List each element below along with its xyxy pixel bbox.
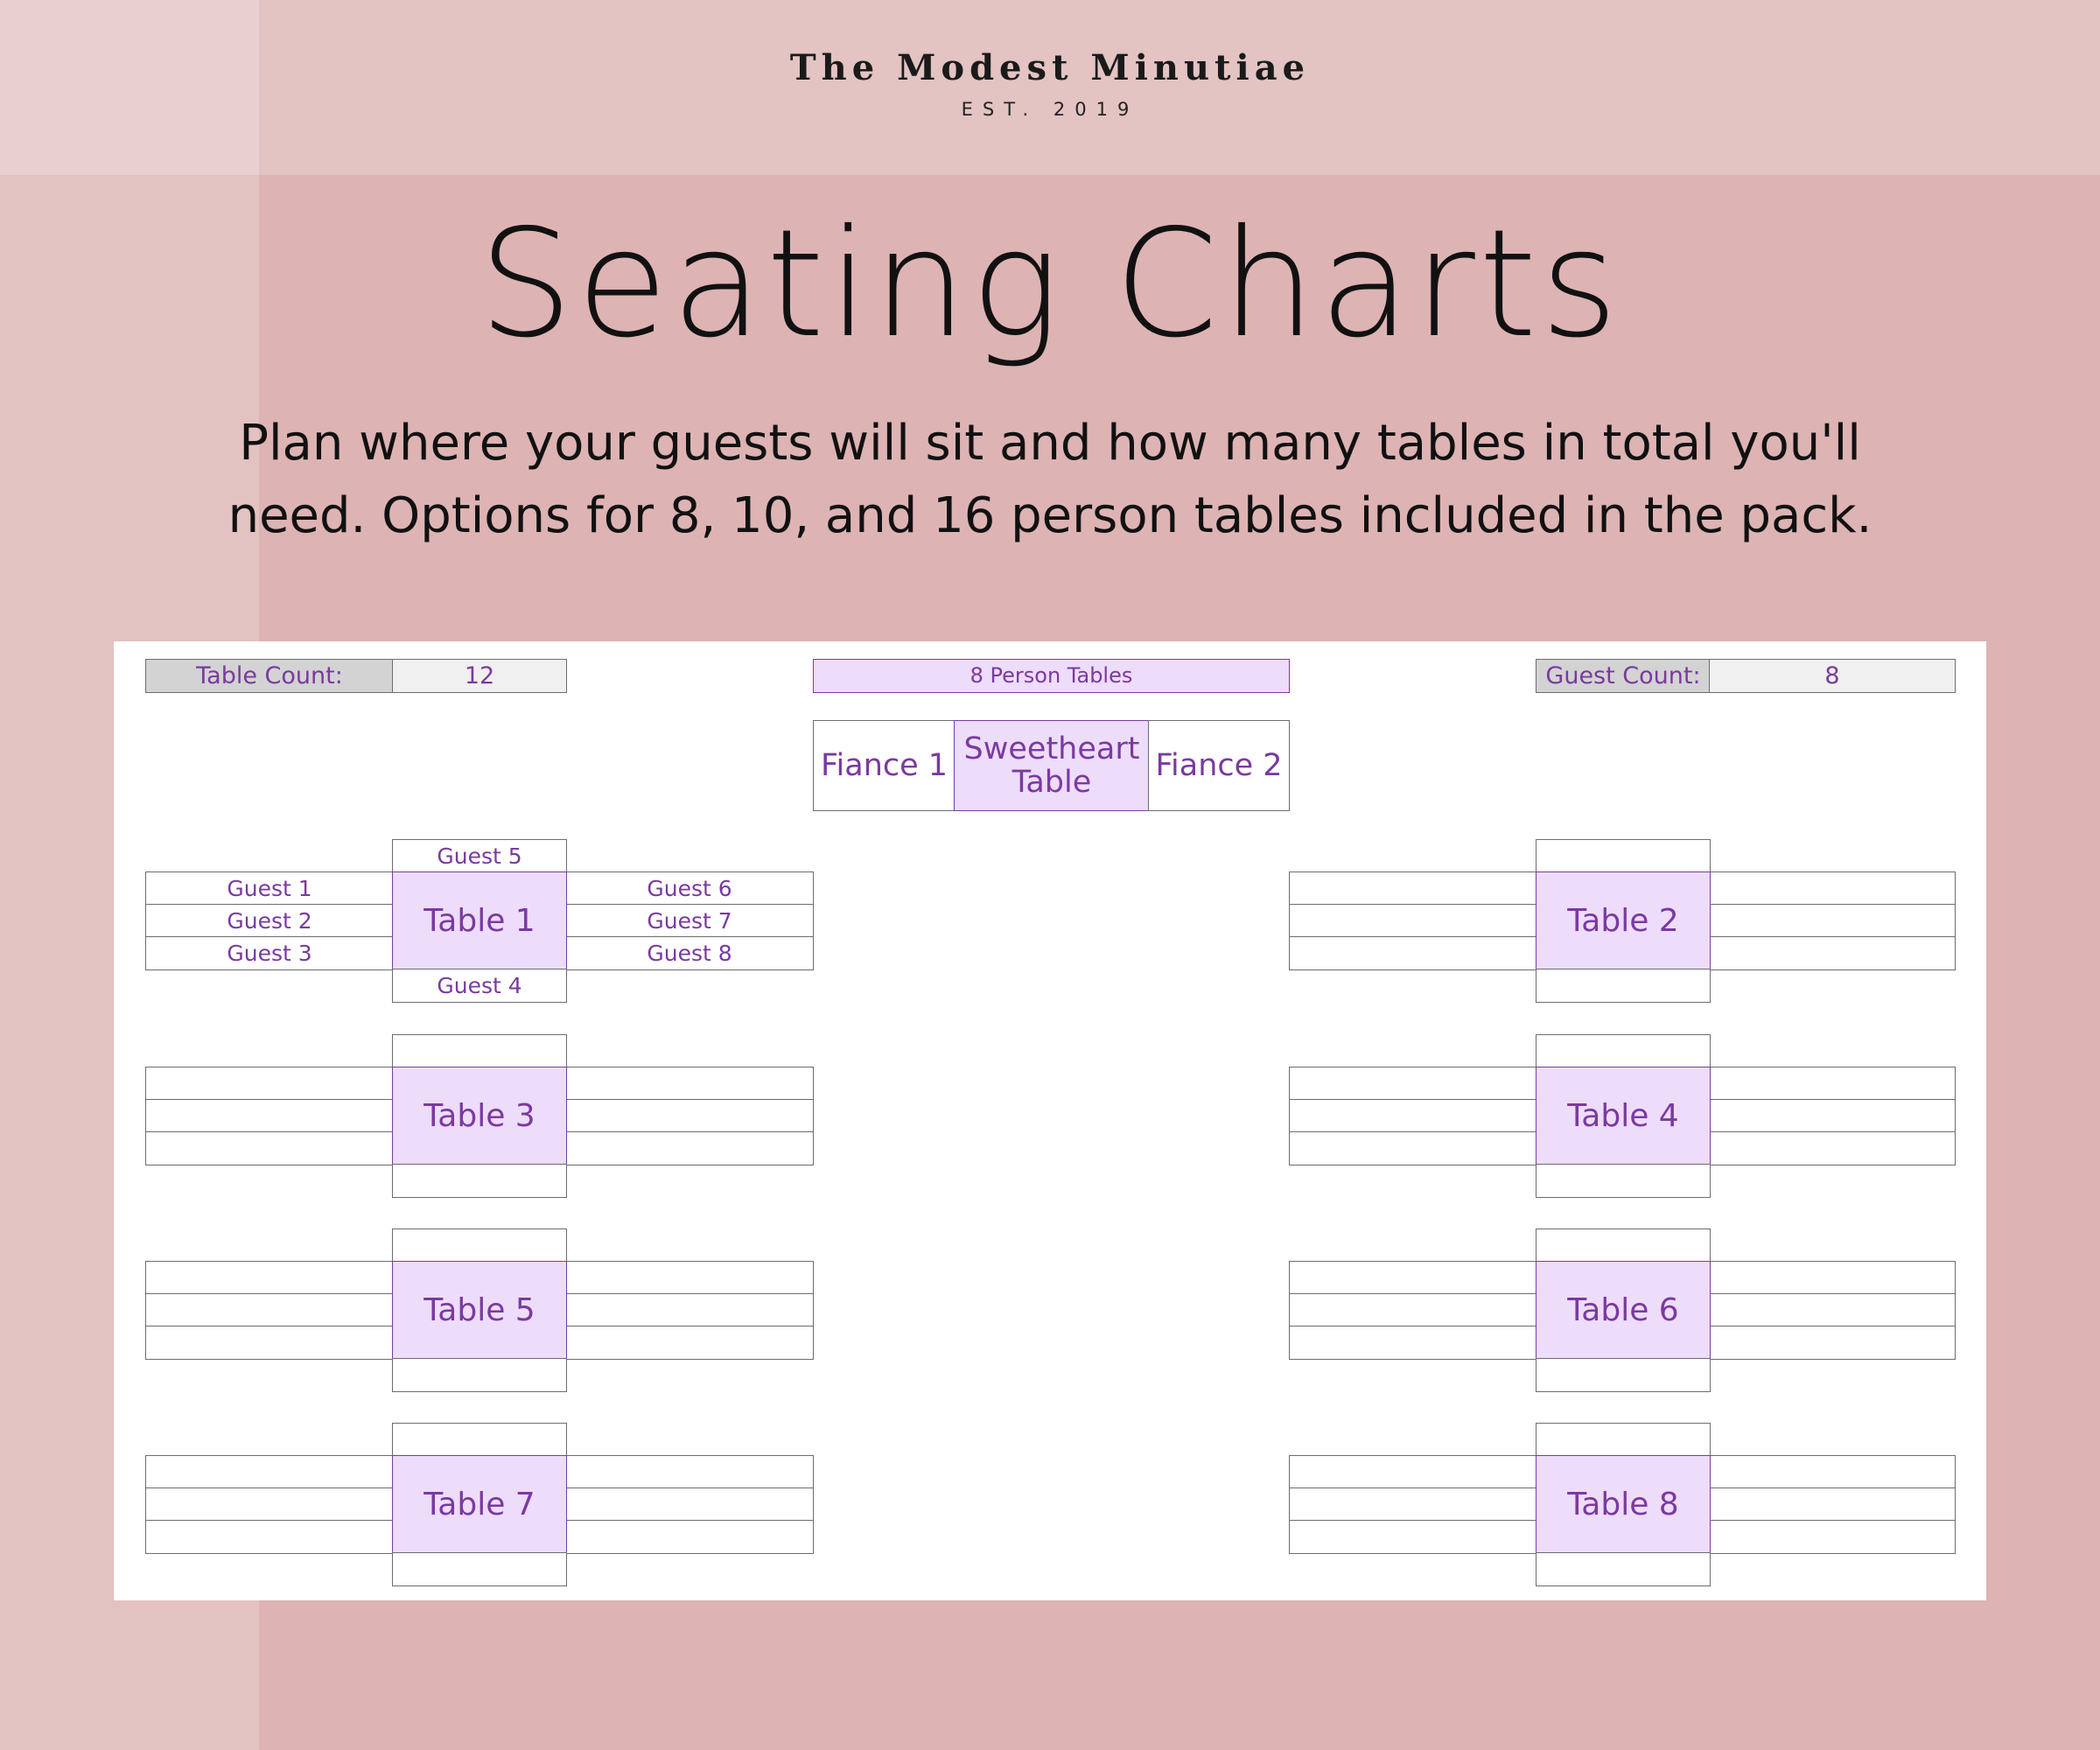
seat-right[interactable]: Guest 7 <box>565 904 814 938</box>
seat-left[interactable]: Guest 3 <box>145 936 394 970</box>
seat-right[interactable]: Guest 8 <box>565 936 814 970</box>
guest-count-label: Guest Count: <box>1536 659 1711 693</box>
seat-top[interactable] <box>1536 1228 1711 1263</box>
seat-right[interactable] <box>1709 1261 1956 1295</box>
seat-top[interactable] <box>392 1228 567 1263</box>
seat-left[interactable] <box>145 1520 394 1554</box>
seat-left[interactable] <box>145 1488 394 1522</box>
seat-right[interactable] <box>565 1293 814 1327</box>
seat-top[interactable] <box>1536 1423 1711 1457</box>
seat-left[interactable] <box>145 1261 394 1295</box>
seating-spreadsheet <box>114 641 1986 1600</box>
guest-count-value[interactable]: 8 <box>1709 659 1956 693</box>
seat-right[interactable] <box>1709 1293 1956 1327</box>
seat-bottom[interactable] <box>1536 1164 1711 1198</box>
seat-left[interactable] <box>1289 1488 1537 1522</box>
table-label: Table 5 <box>392 1261 567 1360</box>
seat-right[interactable] <box>1709 1067 1956 1101</box>
sweetheart-table: Sweetheart Table <box>954 720 1150 811</box>
seat-bottom[interactable]: Guest 4 <box>392 969 567 1003</box>
table-label: Table 8 <box>1536 1455 1711 1554</box>
table-label: Table 7 <box>392 1455 567 1554</box>
seat-right[interactable] <box>565 1261 814 1295</box>
seat-bottom[interactable] <box>392 1358 567 1392</box>
seat-left[interactable] <box>1289 904 1537 938</box>
seat-left[interactable]: Guest 1 <box>145 872 394 906</box>
seat-left[interactable] <box>145 1326 394 1360</box>
seat-right[interactable] <box>1709 904 1956 938</box>
seat-right[interactable] <box>565 1131 814 1166</box>
seat-right[interactable] <box>565 1455 814 1489</box>
seat-right[interactable] <box>1709 1099 1956 1133</box>
seat-right[interactable] <box>1709 1326 1956 1360</box>
seat-right[interactable]: Guest 6 <box>565 872 814 906</box>
seat-left[interactable] <box>145 1099 394 1133</box>
table-size-label: 8 Person Tables <box>813 659 1290 693</box>
seat-left[interactable] <box>1289 1326 1537 1360</box>
seat-left[interactable] <box>1289 1455 1537 1489</box>
seat-right[interactable] <box>565 1488 814 1522</box>
brand-established: EST. 2019 <box>961 99 1139 120</box>
seat-right[interactable] <box>1709 872 1956 906</box>
table-label: Table 6 <box>1536 1261 1711 1360</box>
page-description: Plan where your guests will sit and how many tables in total you'll need. Options for 8, 10, and 16 person tables included in the pack. <box>228 415 1872 544</box>
seat-left[interactable] <box>145 1067 394 1101</box>
seat-bottom[interactable] <box>392 1164 567 1198</box>
seat-right[interactable] <box>565 1326 814 1360</box>
table-label: Table 3 <box>392 1067 567 1166</box>
seat-top[interactable] <box>392 1423 567 1457</box>
fiance-1-seat[interactable]: Fiance 1 <box>813 720 956 811</box>
seat-left[interactable] <box>1289 1131 1537 1166</box>
seat-left[interactable] <box>145 1293 394 1327</box>
seat-bottom[interactable] <box>1536 969 1711 1003</box>
seat-left[interactable] <box>1289 1520 1537 1554</box>
seat-left[interactable] <box>1289 936 1537 970</box>
table-count-value[interactable]: 12 <box>392 659 567 693</box>
seat-left[interactable] <box>1289 1261 1537 1295</box>
table-label: Table 2 <box>1536 872 1711 970</box>
seat-bottom[interactable] <box>1536 1358 1711 1392</box>
seat-right[interactable] <box>565 1099 814 1133</box>
seat-top[interactable] <box>392 1034 567 1068</box>
seat-right[interactable] <box>1709 1488 1956 1522</box>
seat-right[interactable] <box>1709 936 1956 970</box>
seat-top[interactable] <box>1536 839 1711 873</box>
seat-right[interactable] <box>1709 1131 1956 1166</box>
table-label: Table 1 <box>392 872 567 970</box>
seat-top[interactable] <box>1536 1034 1711 1068</box>
seat-right[interactable] <box>1709 1455 1956 1489</box>
seat-left[interactable] <box>1289 872 1537 906</box>
seat-top[interactable]: Guest 5 <box>392 839 567 873</box>
seat-left[interactable] <box>145 1455 394 1489</box>
seat-right[interactable] <box>1709 1520 1956 1554</box>
seat-left[interactable] <box>145 1131 394 1166</box>
table-label: Table 4 <box>1536 1067 1711 1166</box>
brand-name: The Modest Minutiae <box>789 47 1311 88</box>
fiance-2-seat[interactable]: Fiance 2 <box>1148 720 1290 811</box>
seat-left[interactable]: Guest 2 <box>145 904 394 938</box>
seat-bottom[interactable] <box>392 1552 567 1586</box>
seat-right[interactable] <box>565 1520 814 1554</box>
seat-right[interactable] <box>565 1067 814 1101</box>
seat-left[interactable] <box>1289 1067 1537 1101</box>
page-title: Seating Charts <box>478 198 1622 371</box>
table-count-label: Table Count: <box>145 659 394 693</box>
seat-bottom[interactable] <box>1536 1552 1711 1586</box>
seat-left[interactable] <box>1289 1099 1537 1133</box>
seat-left[interactable] <box>1289 1293 1537 1327</box>
